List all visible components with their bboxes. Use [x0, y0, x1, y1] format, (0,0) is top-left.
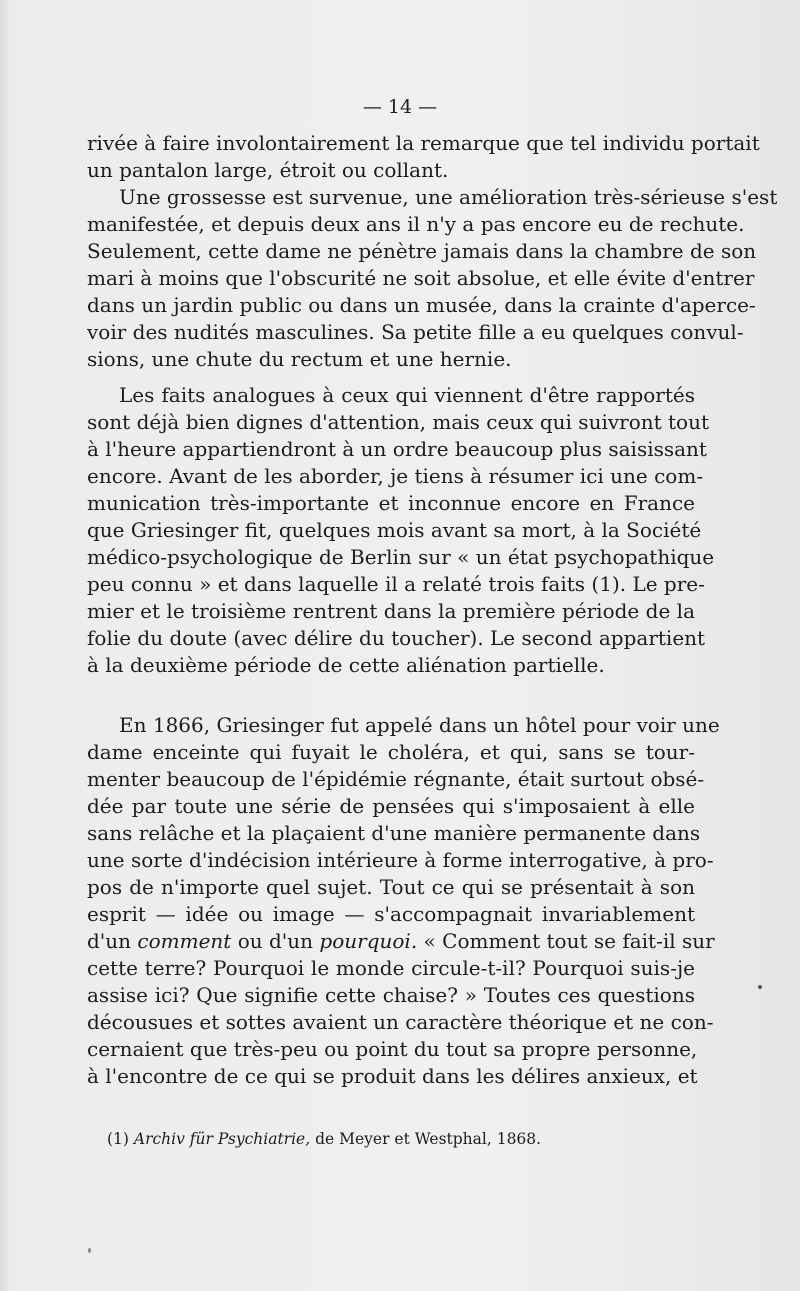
text-line: mari à moins que l'obscurité ne soit absolue, et elle évite d'entrer — [87, 266, 755, 290]
text-line: rivée à faire involontairement la remarque que tel individu portait — [87, 131, 760, 155]
footnote — [107, 1130, 707, 1148]
text-line: sont déjà bien dignes d'attention, mais ceux qui suivront tout — [87, 410, 710, 434]
paper-speck — [88, 1248, 91, 1253]
text-line: sions, une chute du rectum et une hernie. — [87, 347, 512, 371]
text-run: « Comment tout se fait-il sur — [417, 929, 715, 953]
text-line: En 1866, Griesinger fut appelé dans un hôtel pour voir une — [119, 713, 720, 737]
text-line: décousues et sottes avaient un caractère théorique et ne con- — [87, 1010, 714, 1034]
text-line: manifestée, et depuis deux ans il n'y a pas encore eu de rechute. — [87, 212, 745, 236]
text-line: mier et le troisième rentrent dans la première période de la — [87, 599, 695, 623]
text-line: encore. Avant de les aborder, je tiens à résumer ici une com- — [87, 464, 704, 488]
text-line: dame enceinte qui fuyait le choléra, et qui, sans se tour- — [87, 740, 695, 764]
text-line: sans relâche et la plaçaient d'une manière permanente dans — [87, 821, 701, 845]
paragraph — [87, 382, 715, 679]
text-line: Les faits analogues à ceux qui viennent d'être rapportés — [119, 383, 695, 407]
text-run: ou d'un — [231, 929, 320, 953]
text-line: à la deuxième période de cette aliénation partielle. — [87, 653, 605, 677]
text-line: cette terre? Pourquoi le monde circule-t-il? Pourquoi suis-je — [87, 956, 695, 980]
text-line: Une grossesse est survenue, une amélioration très-sérieuse s'est — [119, 185, 778, 209]
text-line: menter beaucoup de l'épidémie régnante, était surtout obsé- — [87, 767, 705, 791]
italic-word-comment: comment — [137, 929, 232, 953]
text-line: à l'encontre de ce qui se produit dans les délires anxieux, et — [87, 1064, 698, 1088]
footnote-text: de Meyer et Westphal, 1868. — [310, 1130, 542, 1148]
text-line: esprit — idée ou image — s'accompagnait invariablement — [87, 902, 695, 926]
text-run: d'un — [87, 929, 138, 953]
text-line: munication très-importante et inconnue encore en France — [87, 491, 695, 515]
paragraph-continuation — [87, 130, 778, 373]
text-line-with-italics — [87, 928, 715, 955]
text-line: une sorte d'indécision intérieure à forme interrogative, à pro- — [87, 848, 714, 872]
footnote-journal-title: Archiv für Psychiatrie, — [133, 1130, 311, 1148]
text-line: Seulement, cette dame ne pénètre jamais dans la chambre de son — [87, 239, 757, 263]
text-line: dée par toute une série de pensées qui s'imposaient à elle — [87, 794, 695, 818]
text-line: médico-psychologique de Berlin sur « un état psychopathique — [87, 545, 715, 569]
text-line: assise ici? Que signifie cette chaise? » Toutes ces questions — [87, 983, 695, 1007]
paragraph — [87, 712, 720, 1090]
footnote-marker: (1) — [107, 1130, 134, 1148]
paper-speck — [758, 985, 762, 989]
text-line: à l'heure appartiendront à un ordre beaucoup plus saisissant — [87, 437, 707, 461]
page-number: — 14 — — [362, 96, 438, 118]
italic-word-pourquoi: pourquoi. — [319, 929, 418, 953]
text-line: voir des nudités masculines. Sa petite fille a eu quelques convul- — [87, 320, 744, 344]
text-line: folie du doute (avec délire du toucher). Le second appartient — [87, 626, 706, 650]
text-line: pos de n'importe quel sujet. Tout ce qui se présentait à son — [87, 875, 695, 899]
text-line: peu connu » et dans laquelle il a relaté trois faits (1). Le pre- — [87, 572, 705, 596]
text-line: que Griesinger fit, quelques mois avant sa mort, à la Société — [87, 518, 702, 542]
text-line: un pantalon large, étroit ou collant. — [87, 158, 449, 182]
text-line: cernaient que très-peu ou point du tout sa propre personne, — [87, 1037, 698, 1061]
text-line: dans un jardin public ou dans un musée, dans la crainte d'aperce- — [87, 293, 756, 317]
